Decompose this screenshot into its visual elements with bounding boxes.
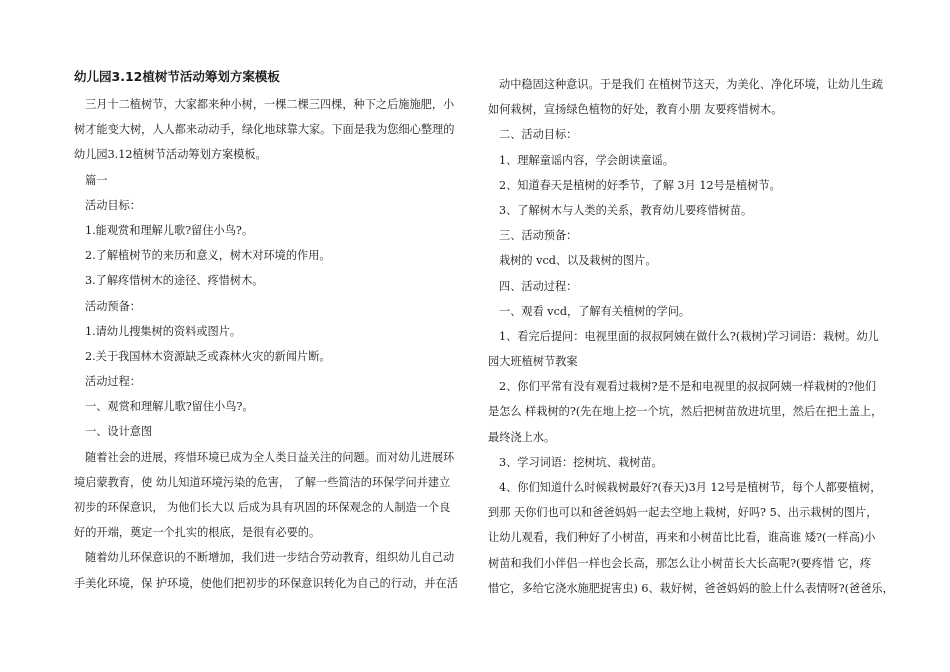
left-paragraph bbox=[74, 168, 462, 193]
text-line: 2、你们平常有没有观看过栽树?是不是和电视里的叔叔阿姨一样栽树的?他们 bbox=[499, 380, 877, 394]
text-line: 随着幼儿环保意识的不断增加，我们进一步结合劳动教育，组织幼儿自己动 bbox=[85, 551, 455, 565]
text-line: 随着社会的进展，疼惜环境已成为全人类日益关注的问题。而对幼儿进展环 bbox=[85, 450, 455, 464]
text-line: 3、了解树木与人类的关系，教育幼儿要疼惜树苗。 bbox=[499, 203, 753, 217]
right-paragraph bbox=[488, 148, 884, 173]
right-paragraph bbox=[488, 198, 884, 223]
text-line: 3.了解疼惜树木的途径、疼惜树木。 bbox=[85, 274, 264, 288]
text-line: 一、观赏和理解儿歌?留住小鸟?。 bbox=[85, 400, 254, 414]
left-paragraph bbox=[74, 92, 462, 168]
right-column bbox=[488, 72, 894, 601]
left-paragraph bbox=[74, 394, 462, 419]
text-line: 动中稳固这种意识。于是我们 在植树节这天，为美化、净化环境，让幼儿生疏 bbox=[499, 78, 883, 91]
text-line: 园大班植树节教案 bbox=[488, 355, 578, 369]
text-line: 活动目标： bbox=[85, 198, 141, 212]
right-paragraph bbox=[488, 374, 884, 450]
left-paragraph bbox=[74, 294, 462, 319]
text-line: 如何栽树，宣扬绿色植物的好处，教育小朋 友要疼惜树木。 bbox=[488, 103, 783, 117]
right-paragraph bbox=[488, 173, 884, 198]
text-line: 1、理解童谣内容，学会朗读童谣。 bbox=[499, 153, 674, 167]
left-paragraph bbox=[74, 243, 462, 268]
left-paragraph bbox=[74, 344, 462, 369]
right-paragraph bbox=[488, 122, 884, 147]
text-line: 活动过程： bbox=[85, 375, 141, 389]
text-line: 活动预备： bbox=[85, 299, 141, 313]
document-title: 幼儿园3.12植树节活动筹划方案模板 bbox=[74, 69, 280, 84]
text-line: 最终浇上水。 bbox=[488, 430, 556, 444]
left-paragraph bbox=[74, 193, 462, 218]
right-paragraph bbox=[488, 450, 884, 475]
text-line: 栽树的 vcd、以及栽树的图片。 bbox=[499, 254, 657, 268]
left-paragraph bbox=[74, 369, 462, 394]
text-line: 手美化环境，保 护环境，使他们把初步的环保意识转化为自己的行动，并在活 bbox=[74, 576, 458, 590]
left-column-body bbox=[74, 92, 462, 596]
left-paragraph bbox=[74, 319, 462, 344]
text-line: 2.了解植树节的来历和意义，树木对环境的作用。 bbox=[85, 249, 331, 263]
text-line: 三月十二植树节，大家都来种小树，一棵二棵三四棵，种下之后施施肥，小 bbox=[85, 98, 455, 111]
left-paragraph bbox=[74, 545, 462, 595]
text-line: 好的开端，奠定一个扎实的根底，是很有必要的。 bbox=[74, 526, 321, 540]
text-line: 四、活动过程： bbox=[499, 279, 578, 293]
right-paragraph bbox=[488, 324, 884, 374]
text-line: 一、观看 vcd，了解有关植树的学问。 bbox=[499, 304, 691, 318]
text-line: 篇一 bbox=[85, 173, 108, 187]
text-line: 到那 天你们也可以和爸爸妈妈一起去空地上栽树，好吗? 5、出示栽树的图片， bbox=[488, 506, 878, 520]
left-paragraph bbox=[74, 419, 462, 444]
text-line: 是怎么 样栽树的?(先在地上挖一个坑，然后把树苗放进坑里，然后在把土盖上， bbox=[488, 405, 883, 419]
right-paragraph bbox=[488, 248, 884, 273]
text-line: 境启蒙教育，使 幼儿知道环境污染的危害， 了解一些简洁的环保学问并建立 bbox=[74, 475, 451, 489]
text-line: 2.关于我国林木资源缺乏或森林火灾的新闻片断。 bbox=[85, 349, 331, 363]
text-line: 一、设计意图 bbox=[85, 425, 153, 439]
left-paragraph bbox=[74, 445, 462, 546]
left-paragraph bbox=[74, 268, 462, 293]
text-line: 4、你们知道什么时候栽树最好?(春天)3月 12号是植树节，每个人都要植树， bbox=[499, 481, 882, 494]
left-paragraph bbox=[74, 218, 462, 243]
right-paragraph bbox=[488, 299, 884, 324]
text-line: 树才能变大树，人人都来动动手，绿化地球靠大家。下面是我为您细心整理的 bbox=[74, 123, 455, 137]
text-line: 三、活动预备： bbox=[499, 229, 578, 243]
text-line: 初步的环保意识， 为他们长大以 后成为具有巩固的环保观念的人制造一个良 bbox=[74, 501, 451, 514]
right-paragraph bbox=[488, 72, 884, 122]
text-line: 1、看完后提问：电视里面的叔叔阿姨在做什么?(栽树)学习词语：栽树。幼儿 bbox=[499, 329, 879, 343]
text-line: 1.请幼儿搜集树的资料或图片。 bbox=[85, 324, 242, 338]
left-column bbox=[74, 68, 462, 596]
text-line: 2、知道春天是植树的好季节，了解 3月 12号是植树节。 bbox=[499, 178, 781, 192]
right-paragraph bbox=[488, 223, 884, 248]
text-line: 1.能观赏和理解儿歌?留住小鸟?。 bbox=[85, 223, 254, 237]
text-line: 惜它，多给它浇水施肥捉害虫) 6、栽好树，爸爸妈妈的脸上什么表情呀?(爸爸乐， bbox=[488, 581, 894, 595]
text-line: 3、学习词语：挖树坑、栽树苗。 bbox=[499, 455, 663, 469]
text-line: 树苗和我们小伴侣一样也会长高，那怎么让小树苗长大长高呢?(要疼惜 它，疼 bbox=[488, 556, 872, 570]
right-paragraph bbox=[488, 475, 894, 601]
text-line: 让幼儿观看，我们种好了小树苗，再来和小树苗比比看，谁高谁 矮?(一样高)小 bbox=[488, 531, 876, 545]
text-line: 二、活动目标： bbox=[499, 128, 578, 142]
text-line: 幼儿园3.12植树节活动筹划方案模板。 bbox=[74, 148, 267, 162]
right-paragraph bbox=[488, 274, 884, 299]
right-column-body bbox=[488, 72, 894, 601]
